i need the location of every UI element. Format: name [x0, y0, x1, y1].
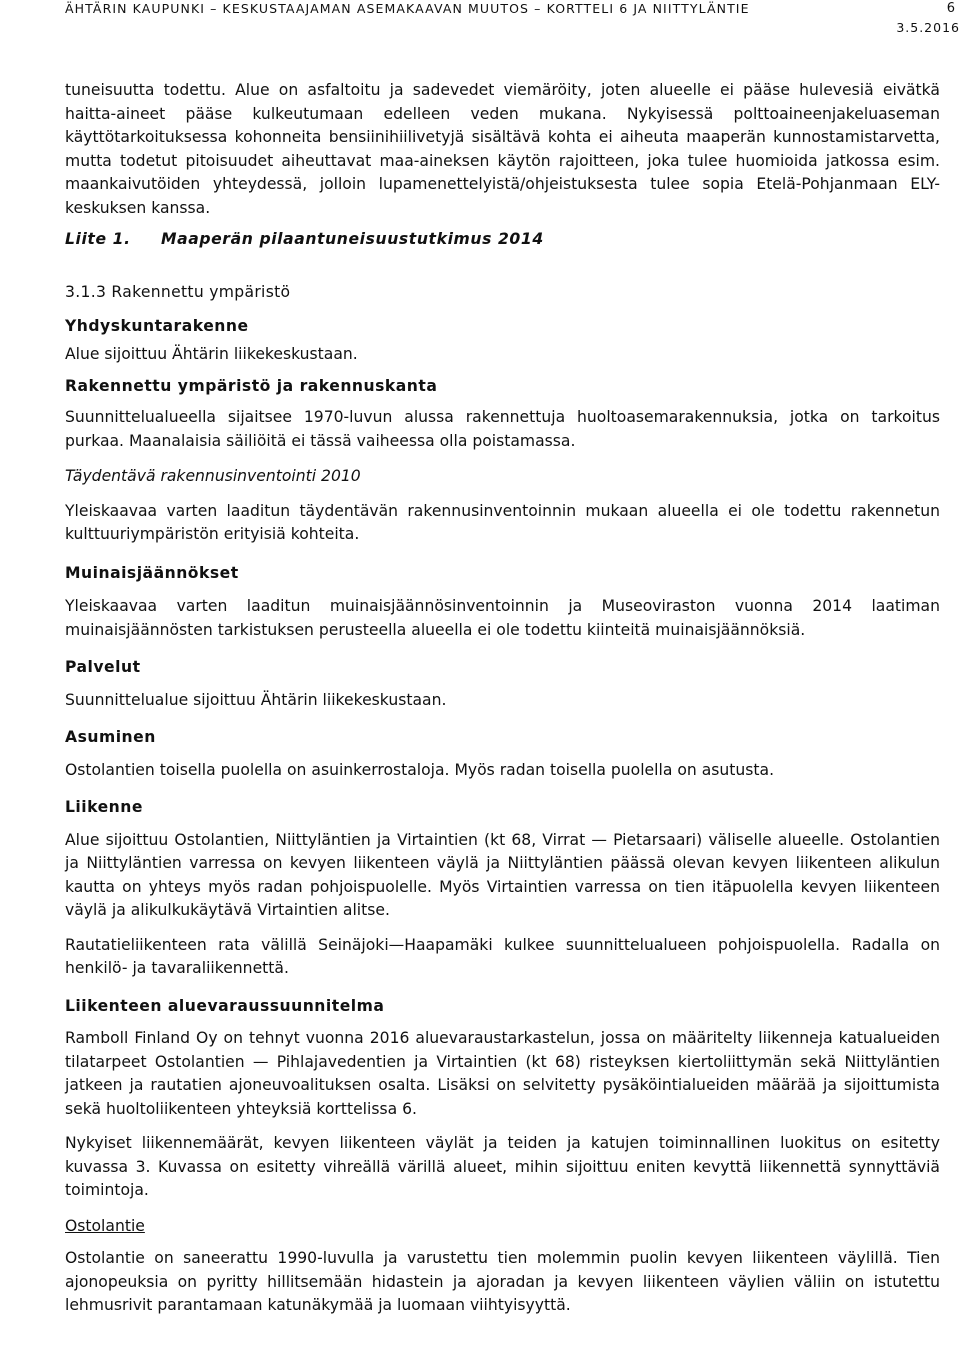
- paragraph-aluevaraus-2: Nykyiset liikennemäärät, kevyen liikenteen väylät ja teiden ja katujen toiminnallinen luokitus on esitetty kuvassa 3. Kuvassa on esitetty vihreällä värillä alueet, mihin sijoittuu eniten kevyttä liikennettä synnyttäviä toimintoja.: [65, 1134, 940, 1199]
- paragraph-liikenne-1: Alue sijoittuu Ostolantien, Niittyläntien ja Virtaintien (kt 68, Virrat — Pietarsaari) väliselle alueelle. Ostolantien ja Niittyläntien varressa on kevyen liikenteen väylä ja Niittyläntien päässä olevan kevyen liikenteen alikulun kautta on yhteys myös radan pohjoispuolelle. Myös Virtaintien varressa on tien itäpuolella kevyen liikenteen väylä ja alikulkukäytävä Virtaintien alitse.: [65, 830, 940, 919]
- heading-asuminen: Asuminen: [65, 728, 156, 746]
- paragraph-aluevaraus-1: Ramboll Finland Oy on tehnyt vuonna 2016 aluevaraustarkastelun, jossa on määritelty liikenneja katualueiden tilatarpeet Ostolantien — Pihlajavedentien ja Virtaintien (kt 68) risteyksen kiertoliittymän sekä Niittyläntien jatkeen ja rautatien ajoneuvoalituksen osalta. Lisäksi on selvitetty pysäköintialueiden määrää ja sijoittumista sekä huoltoliikenteen yhteyksiä korttelissa 6.: [65, 1029, 940, 1118]
- header-date: 3.5.2016: [896, 20, 960, 35]
- document-body: [65, 79, 940, 1318]
- paragraph-asuminen: Ostolantien toisella puolella on asuinkerrostaloja. Myös radan toisella puolella on asutusta.: [65, 760, 775, 779]
- paragraph-liikenne-2: Rautatieliikenteen rata välillä Seinäjoki—Haapamäki kulkee suunnittelualueen pohjoispuolella. Radalla on henkilö- ja tavaraliikennettä.: [65, 935, 940, 977]
- heading-rakennettu-ymparisto: Rakennettu ympäristö ja rakennuskanta: [65, 376, 438, 395]
- heading-aluevaraussuunnitelma: Liikenteen aluevaraussuunnitelma: [65, 996, 385, 1015]
- intro-paragraph: tuneisuutta todettu. Alue on asfaltoitu ja sadevedet viemäröity, joten alueelle ei pääse hulevesiä eivätkä haitta-aineet pääse kulkeutumaan edelleen veden mukana. Nykyisessä polttoaineenjakeluaseman käyttötarkoituksessa kohonneita bensiinihiilivetyjä sisältävä kohta ei aiheuta maaperän kunnostamistarvetta, mutta todetut pitoisuudet aiheuttavat maa-aineksen käytön rajoitteen, joka tulee huomioida jatkossa esim. maankaivutöiden yhteydessä, jolloin lupamenettelyistä/ohjeistuksesta tulee sopia Etelä-Pohjanmaan ELY-keskuksen kanssa.: [65, 81, 940, 217]
- paragraph-rakennettu-ymparisto: Suunnittelualueella sijaitsee 1970-luvun alussa rakennettuja huoltoasemarakennuksia, jotka on tarkoitus purkaa. Maanalaisia säiliöitä ei tässä vaiheessa olla poistamassa.: [65, 408, 940, 450]
- heading-liikenne: Liikenne: [65, 798, 143, 816]
- heading-palvelut: Palvelut: [65, 658, 141, 676]
- heading-ostolantie: Ostolantie: [65, 1216, 145, 1235]
- paragraph-palvelut: Suunnittelualue sijoittuu Ähtärin liikekeskustaan.: [65, 690, 447, 709]
- attachment-title: Maaperän pilaantuneisuustutkimus 2014: [161, 230, 544, 248]
- heading-muinaisjaannokset: Muinaisjäännökset: [65, 563, 239, 582]
- heading-yhdyskuntarakenne: Yhdyskuntarakenne: [65, 316, 249, 335]
- page-number: 6: [946, 1, 955, 16]
- attachment-label: Liite 1.: [65, 230, 131, 248]
- paragraph-ostolantie: Ostolantie on saneerattu 1990-luvulla ja varustettu tien molemmin puolin kevyen liikenteen väylillä. Tien ajonopeuksia on pyritty hillitsemään hidastein ja ajoradan ja kevyen liikenteen väylien väliin on istutettu lehmusrivit parantamaan katunäkymää ja luomaan viihtyisyyttä.: [65, 1249, 940, 1314]
- paragraph-muinaisjaannokset: Yleiskaavaa varten laaditun muinaisjäännösinventoinnin ja Museoviraston vuonna 2014 laatiman muinaisjäännösten tarkistuksen perusteella alueella ei ole todettu kiinteitä muinaisjäännöksiä.: [65, 597, 940, 639]
- attachment-reference: [65, 230, 940, 248]
- paragraph-inventointi: Yleiskaavaa varten laaditun täydentävän rakennusinventoinnin mukaan alueella ei ole todettu rakennetun kulttuuriympäristön erityisiä kohteita.: [65, 501, 940, 543]
- section-title: 3.1.3 Rakennettu ympäristö: [65, 283, 291, 301]
- page-header: [65, 0, 960, 40]
- paragraph-yhdyskuntarakenne: Alue sijoittuu Ähtärin liikekeskustaan.: [65, 345, 358, 363]
- header-title: ÄHTÄRIN KAUPUNKI – KESKUSTAAJAMAN ASEMAKAAVAN MUUTOS – KORTTELI 6 JA NIITTYLÄNTIE: [65, 1, 750, 16]
- heading-inventointi: Täydentävä rakennusinventointi 2010: [65, 467, 361, 485]
